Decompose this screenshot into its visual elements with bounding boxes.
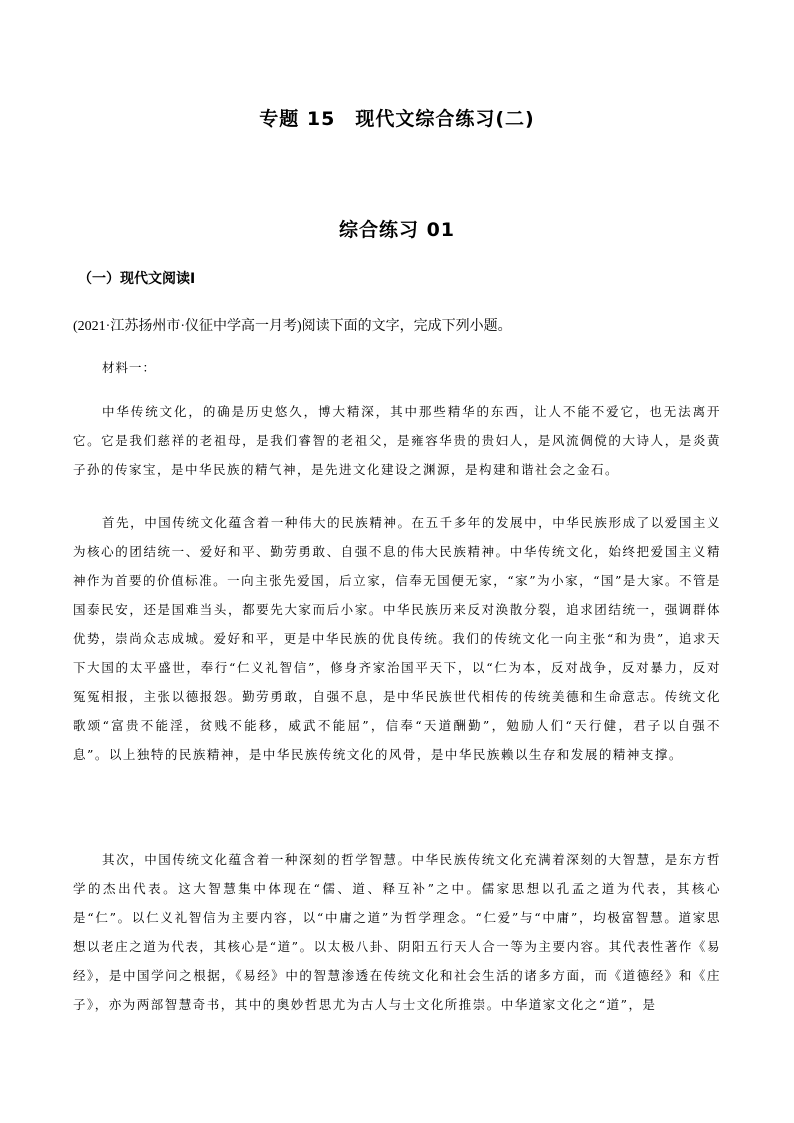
section-heading: （一）现代文阅读Ⅰ: [78, 271, 196, 287]
paragraph: 首先，中国传统文化蕴含着一种伟大的民族精神。在五千多年的发展中，中华民族形成了以爱国主义为核心的团结统一、爱好和平、勤劳勇敢、自强不息的伟大民族精神。中华传统文化，始终把爱国主义精神作为首要的价值标准。一向主张先爱国，后立家，信奉无国便无家，“家”为小家，“国”是大家。不管是国泰民安，还是国难当头，都要先大家而后小家。中华民族历来反对涣散分裂，追求团结统一，强调群体优势，崇尚众志成城。爱好和平，更是中华民族的优良传统。我们的传统文化一向主张“和为贵”，追求天下大国的太平盛世，奉行“仁义礼智信”，修身齐家治国平天下，以“仁为本，反对战争，反对暴力，反对冤冤相报，主张以德报怨。勤劳勇敢，自强不息，是中华民族世代相传的传统美德和生命意志。传统文化歌颂“富贵不能淫，贫贱不能移，威武不能屈”，信奉“天道酬勤”，勉励人们“天行健，君子以自强不息”。以上独特的民族精神，是中华民族传统文化的风骨，是中华民族赖以生存和发展的精神支撑。: [73, 515, 721, 762]
exercise-subtitle: 综合练习 01: [338, 219, 456, 241]
page-title: 专题 15 现代文综合练习(二): [259, 108, 535, 130]
source-line: (2021·江苏扬州市·仪征中学高一月考)阅读下面的文字，完成下列小题。: [73, 319, 512, 334]
material-label: 材料一：: [102, 360, 157, 375]
paragraph: 中华传统文化，的确是历史悠久，博大精深，其中那些精华的东西，让人不能不爱它，也无法离开它。它是我们慈祥的老祖母，是我们睿智的老祖父，是雍容华贵的贵妇人，是风流倜傥的大诗人，是炎黄子孙的传家宝，是中华民族的精气神，是先进文化建设之渊源，是构建和谐社会之金石。: [73, 404, 721, 477]
paragraph: 其次，中国传统文化蕴含着一种深刻的哲学智慧。中华民族传统文化充满着深刻的大智慧，是东方哲学的杰出代表。这大智慧集中体现在“儒、道、释互补”之中。儒家思想以孔孟之道为代表，其核心是“仁”。以仁义礼智信为主要内容，以“中庸之道”为哲学理念。“仁爱”与“中庸”，均极富智慧。道家思想以老庄之道为代表，其核心是“道”。以太极八卦、阴阳五行天人合一等为主要内容。其代表性著作《易经》，是中国学问之根据，《易经》中的智慧渗透在传统文化和社会生活的诸多方面，而《道德经》和《庄子》，亦为两部智慧奇书，其中的奥妙哲思尤为古人与士文化所推崇。中华道家文化之“道”，是: [73, 852, 721, 1012]
